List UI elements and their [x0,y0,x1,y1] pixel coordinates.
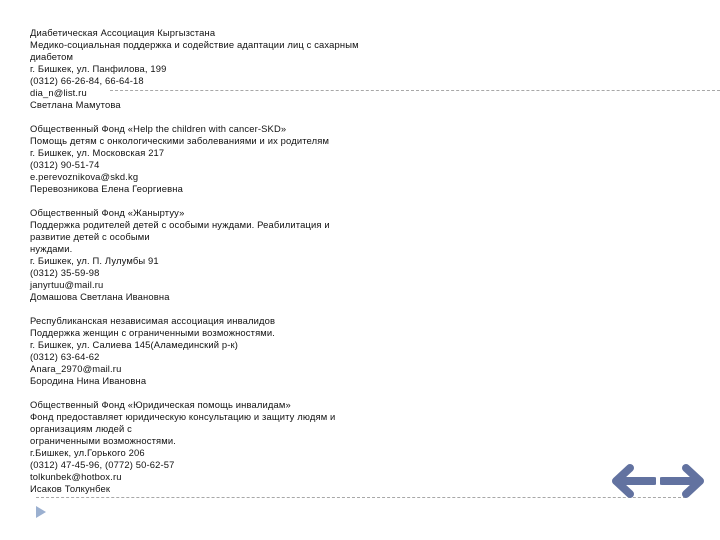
entry-line: нуждами. [30,243,73,254]
entry-line: (0312) 47-45-96, (0772) 50-62-57 [30,459,175,470]
entry-line: Фонд предоставляет юридическую консультацию и защиту людям и [30,411,336,422]
entry-line: г. Бишкек, ул. Салиева 145(Аламединский р-к) [30,339,239,350]
organization-list [30,27,359,507]
organization-entry [30,123,359,195]
entry-line: г. Бишкек, ул. Панфилова, 199 [30,63,167,74]
entry-line: Домашова Светлана Ивановна [30,291,170,302]
entry-line: Исаков Толкунбек [30,483,111,494]
organization-entry [30,207,359,303]
entry-line: Поддержка родителей детей с особыми нуждами. Реабилитация и [30,219,330,230]
organization-entry [30,27,359,111]
entry-line: диабетом [30,51,74,62]
arrow-right-icon[interactable] [660,464,704,498]
entry-line: (0312) 35-59-98 [30,267,100,278]
entry-line: Anara_2970@mail.ru [30,363,122,374]
entry-line: Общественный Фонд «Жаныртуу» [30,207,185,218]
entry-line: г. Бишкек, ул. П. Лулумбы 91 [30,255,159,266]
entry-line: г.Бишкек, ул.Горького 206 [30,447,145,458]
entry-line: Диабетическая Ассоциация Кыргызстана [30,27,216,38]
organization-entry [30,315,359,387]
triangle-bullet-icon [36,506,46,518]
entry-line: tolkunbek@hotbox.ru [30,471,122,482]
entry-line: Бородина Нина Ивановна [30,375,147,386]
entry-line: Перевозникова Елена Георгиевна [30,183,183,194]
entry-line: Светлана Мамутова [30,99,121,110]
entry-line: Помощь детям с онкологическими заболеваниями и их родителям [30,135,330,146]
entry-line: Общественный Фонд «Help the children with cancer-SKD» [30,123,287,134]
entry-line: dia_n@list.ru [30,87,87,98]
entry-line: e.perevoznikova@skd.kg [30,171,139,182]
organization-entry [30,399,359,495]
entry-line: развитие детей с особыми [30,231,150,242]
arrow-left-icon[interactable] [612,464,656,498]
entry-line: г. Бишкек, ул. Московская 217 [30,147,165,158]
entry-line: организациям людей с [30,423,133,434]
entry-line: Поддержка женщин с ограниченными возможностями. [30,327,276,338]
entry-line: Медико-социальная поддержка и содействие адаптации лиц с сахарным [30,39,359,50]
entry-line: Республиканская независимая ассоциация инвалидов [30,315,276,326]
entry-line: (0312) 90-51-74 [30,159,100,170]
entry-line: (0312) 66-26-84, 66-64-18 [30,75,144,86]
entry-line: Общественный Фонд «Юридическая помощь инвалидам» [30,399,291,410]
entry-line: (0312) 63-64-62 [30,351,100,362]
entry-line: janyrtuu@mail.ru [30,279,104,290]
entry-line: ограниченными возможностями. [30,435,176,446]
